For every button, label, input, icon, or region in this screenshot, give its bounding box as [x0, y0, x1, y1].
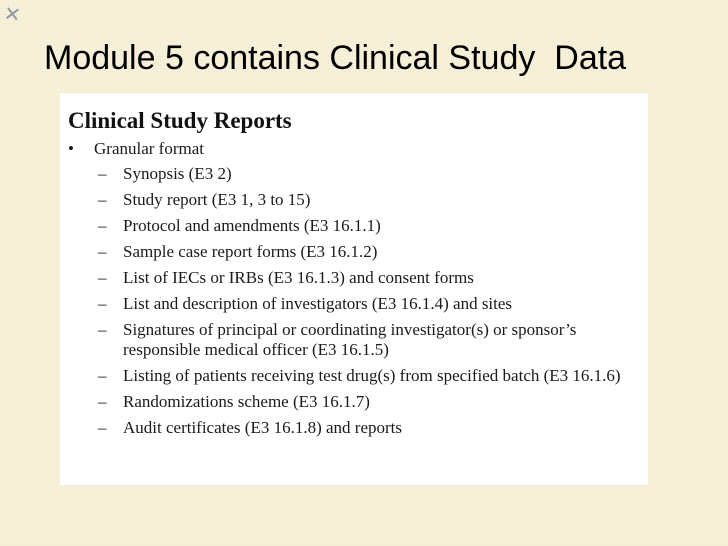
clinical-study-reports-box — [60, 93, 648, 485]
sub-item-investigators — [98, 294, 638, 314]
dash-icon: – — [98, 164, 107, 183]
dash-icon: – — [98, 268, 107, 287]
sub-item-synopsis — [98, 164, 638, 184]
dash-icon: – — [98, 392, 107, 411]
sub-item-iecs-irbs — [98, 268, 638, 288]
decorative-x-mark: ✕ — [2, 1, 22, 27]
sub-item-text: List and description of investigators (E3 16.1.4) and sites — [123, 294, 513, 313]
sub-item-sample-crf — [98, 242, 638, 262]
sub-item-text: Protocol and amendments (E3 16.1.1) — [123, 216, 381, 235]
sub-item-audit-certificates — [98, 418, 638, 438]
sub-item-text: Signatures of principal or coordinating investigator(s) or sponsor’s responsible medical officer (E3 16.1.5) — [123, 320, 577, 359]
dash-icon: – — [98, 242, 107, 261]
sub-item-text: List of IECs or IRBs (E3 16.1.3) and consent forms — [123, 268, 474, 287]
sub-item-patient-listing — [98, 366, 638, 386]
sub-item-text: Sample case report forms (E3 16.1.2) — [123, 242, 378, 261]
granular-format-sub-list — [98, 164, 638, 444]
dash-icon: – — [98, 216, 107, 235]
bullet-text: Granular format — [94, 139, 204, 158]
sub-item-text: Randomizations scheme (E3 16.1.7) — [123, 392, 370, 411]
dash-icon: – — [98, 366, 107, 385]
sub-item-text: Listing of patients receiving test drug(s) from specified batch (E3 16.1.6) — [123, 366, 621, 385]
sub-item-text: Synopsis (E3 2) — [123, 164, 232, 183]
box-heading: Clinical Study Reports — [68, 108, 292, 133]
sub-item-text: Study report (E3 1, 3 to 15) — [123, 190, 311, 209]
slide-title: Module 5 contains Clinical Study Data — [44, 39, 627, 77]
dash-icon: – — [98, 320, 107, 339]
dash-icon: – — [98, 294, 107, 313]
sub-item-protocol — [98, 216, 638, 236]
sub-item-study-report — [98, 190, 638, 210]
sub-item-randomization — [98, 392, 638, 412]
dash-icon: – — [98, 190, 107, 209]
sub-item-signatures — [98, 320, 638, 360]
bullet-dot-icon: • — [68, 139, 74, 158]
bullet-granular-format — [68, 139, 204, 159]
sub-item-text: Audit certificates (E3 16.1.8) and reports — [123, 418, 402, 437]
dash-icon: – — [98, 418, 107, 437]
